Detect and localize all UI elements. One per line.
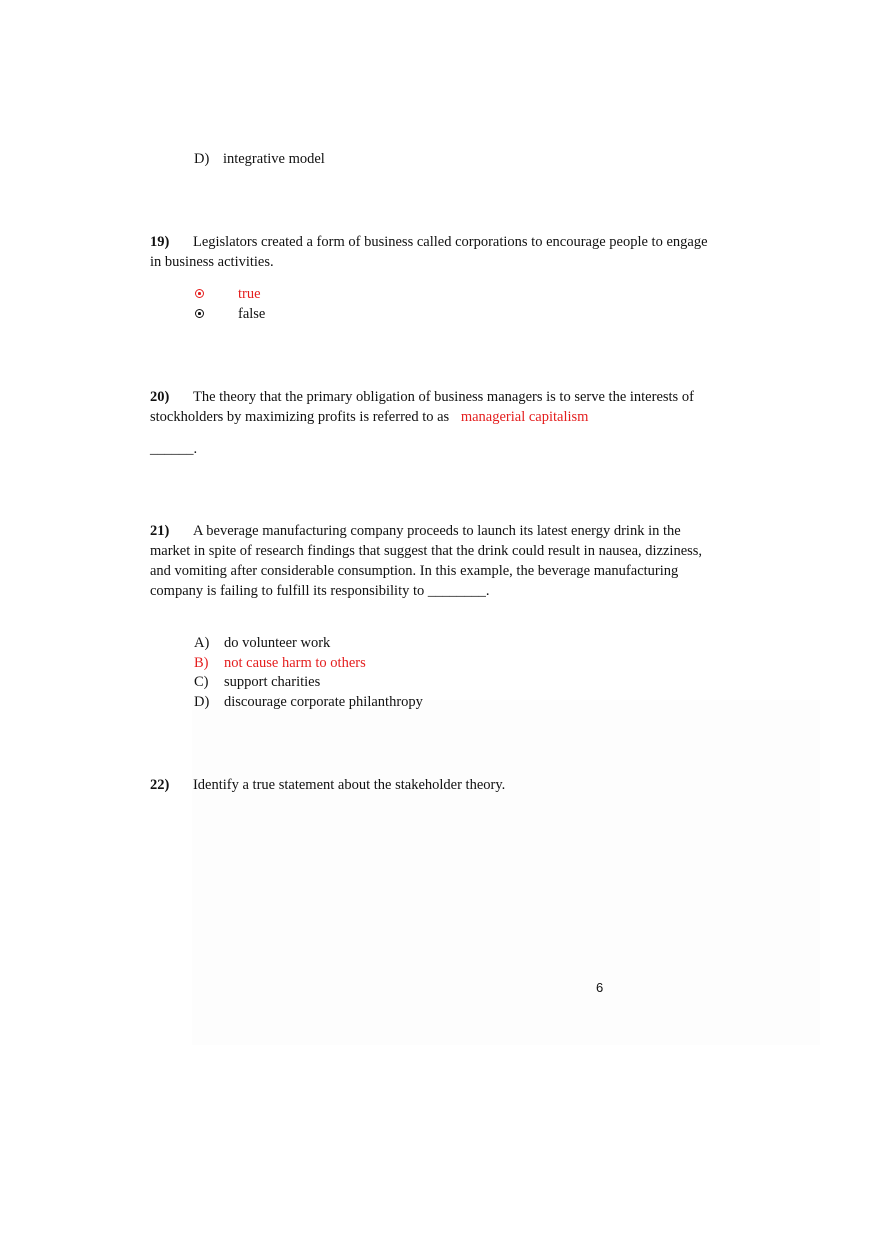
q21-option-d-letter: D) <box>194 694 210 710</box>
q21-text-line2: market in spite of research findings that suggest that the drink could result in nausea, dizziness, <box>150 543 703 559</box>
q19-text-line2: in business activities. <box>150 254 274 270</box>
q20-answer: managerial capitalism <box>460 409 589 425</box>
q21-option-b-letter: B) <box>194 655 209 671</box>
q20-text-line2-row <box>150 407 588 427</box>
q21-text-line1: A beverage manufacturing company proceeds to launch its latest energy drink in the <box>192 523 681 539</box>
q18-option-d-text: integrative model <box>222 151 325 167</box>
radio-selected-icon[interactable] <box>195 289 204 298</box>
q21-option-a[interactable] <box>194 633 331 653</box>
q19-number: 19) <box>150 234 170 250</box>
q21-text-line3: and vomiting after considerable consumption. In this example, the beverage manufacturing <box>150 563 679 579</box>
q21-option-b-text: not cause harm to others <box>224 655 366 671</box>
q20-text-line1: The theory that the primary obligation of business managers is to serve the interests of <box>192 389 694 405</box>
q21-text-line4: company is failing to fulfill its responsibility to ________. <box>150 583 490 599</box>
q21-option-a-letter: A) <box>194 635 210 651</box>
q18-option-d <box>194 149 325 169</box>
q21-number: 21) <box>150 523 170 539</box>
q19-question <box>150 232 708 252</box>
q21-option-a-text: do volunteer work <box>224 635 331 651</box>
page-shading <box>192 700 820 1045</box>
q20-text-line2: stockholders by maximizing profits is referred to as <box>150 409 450 425</box>
q20-question <box>150 387 694 407</box>
q21-option-c-letter: C) <box>194 674 209 690</box>
q19-option-true-label: true <box>238 286 261 302</box>
q22-question <box>150 775 505 795</box>
q19-option-false-label: false <box>238 306 266 322</box>
q19-option-false[interactable] <box>195 304 266 324</box>
q21-option-c[interactable] <box>194 672 321 692</box>
page-number: 6 <box>596 980 604 995</box>
q19-text-line1: Legislators created a form of business called corporations to encourage people to engage <box>192 234 708 250</box>
q20-blank: ______. <box>150 441 198 457</box>
q18-option-d-letter: D) <box>194 151 210 167</box>
q22-text: Identify a true statement about the stakeholder theory. <box>192 777 506 793</box>
q19-option-true[interactable] <box>195 284 261 304</box>
q22-number: 22) <box>150 777 170 793</box>
radio-unselected-icon[interactable] <box>195 309 204 318</box>
q21-question <box>150 521 681 541</box>
q21-option-d[interactable] <box>194 692 423 712</box>
q20-number: 20) <box>150 389 170 405</box>
q21-option-d-text: discourage corporate philanthropy <box>224 694 423 710</box>
q21-option-c-text: support charities <box>224 674 321 690</box>
q21-option-b[interactable] <box>194 653 366 673</box>
